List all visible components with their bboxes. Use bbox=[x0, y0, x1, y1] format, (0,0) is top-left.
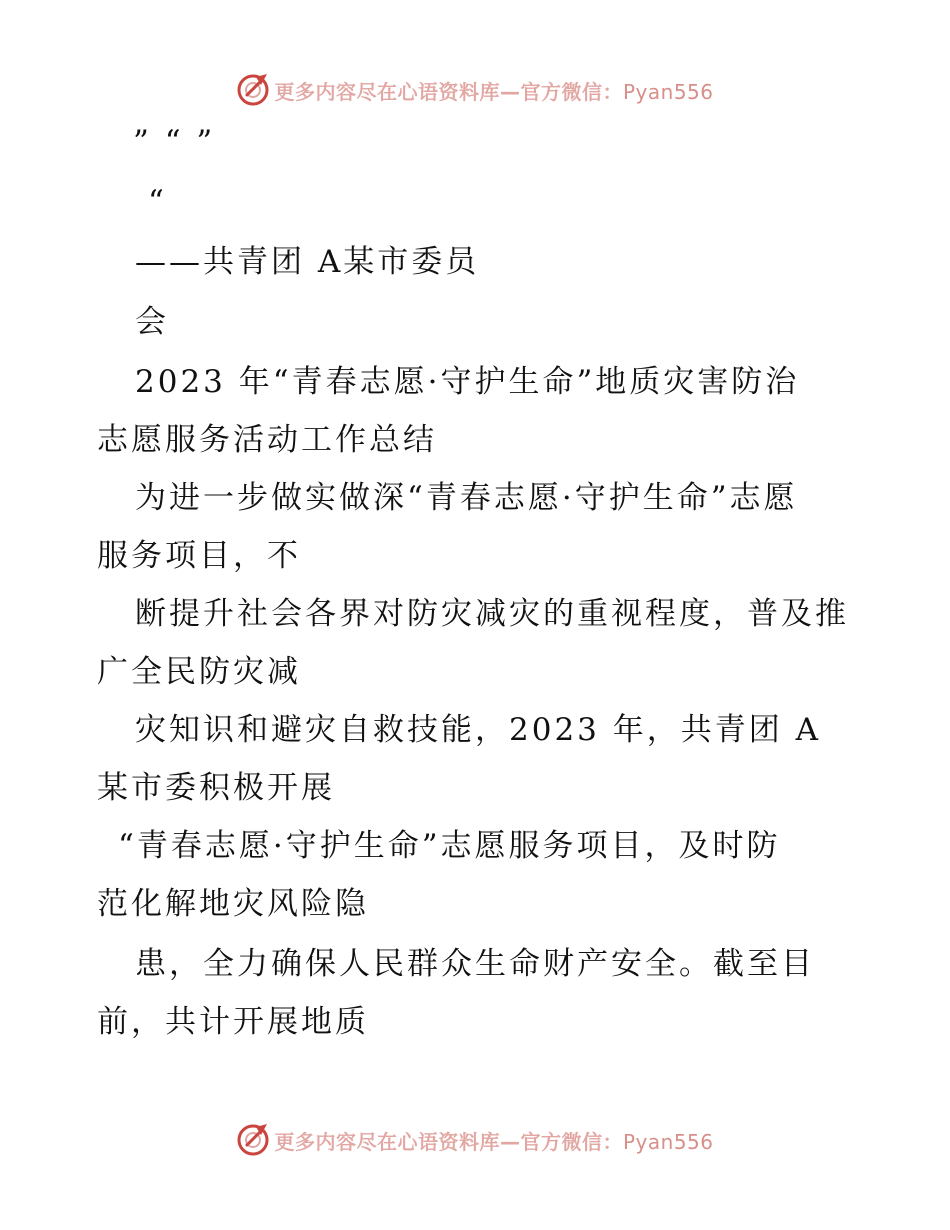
paragraph-line: 范化解地灾风险隐 bbox=[97, 886, 369, 922]
text-line: “ bbox=[148, 184, 167, 220]
watermark-wechat-id: Pyan556 bbox=[622, 1129, 714, 1154]
text-line: 会 bbox=[135, 304, 169, 340]
paragraph-line: 为进一步做实做深“青春志愿·守护生命”志愿 bbox=[135, 480, 798, 516]
paragraph-line: 广全民防灾减 bbox=[97, 654, 301, 690]
document-title-continued: 志愿服务活动工作总结 bbox=[97, 422, 437, 458]
paragraph-line: 灾知识和避灾自救技能，2023 年，共青团 A bbox=[135, 712, 821, 748]
logo-icon bbox=[236, 73, 270, 107]
paragraph-line: 前，共计开展地质 bbox=[97, 1004, 369, 1040]
paragraph-line: 服务项目，不 bbox=[97, 538, 301, 574]
header-watermark bbox=[0, 70, 950, 110]
document-title: 2023 年“青春志愿·守护生命”地质灾害防治 bbox=[135, 364, 800, 400]
document-subtitle: ——共青团 A某市委员 bbox=[135, 244, 480, 280]
logo-icon bbox=[236, 1123, 270, 1157]
watermark-text: 更多内容尽在心语资料库—官方微信： bbox=[274, 79, 623, 104]
paragraph-line: 某市委积极开展 bbox=[97, 770, 335, 806]
footer-watermark bbox=[0, 1120, 950, 1160]
paragraph-line: 患，全力确保人民群众生命财产安全。截至目 bbox=[135, 946, 815, 982]
watermark-wechat-id: Pyan556 bbox=[622, 79, 714, 104]
paragraph-line: “青春志愿·守护生命”志愿服务项目，及时防 bbox=[118, 828, 781, 864]
text-line: ” “ ” bbox=[133, 124, 216, 160]
watermark-text: 更多内容尽在心语资料库—官方微信： bbox=[274, 1129, 623, 1154]
paragraph-line: 断提升社会各界对防灾减灾的重视程度，普及推 bbox=[135, 596, 849, 632]
